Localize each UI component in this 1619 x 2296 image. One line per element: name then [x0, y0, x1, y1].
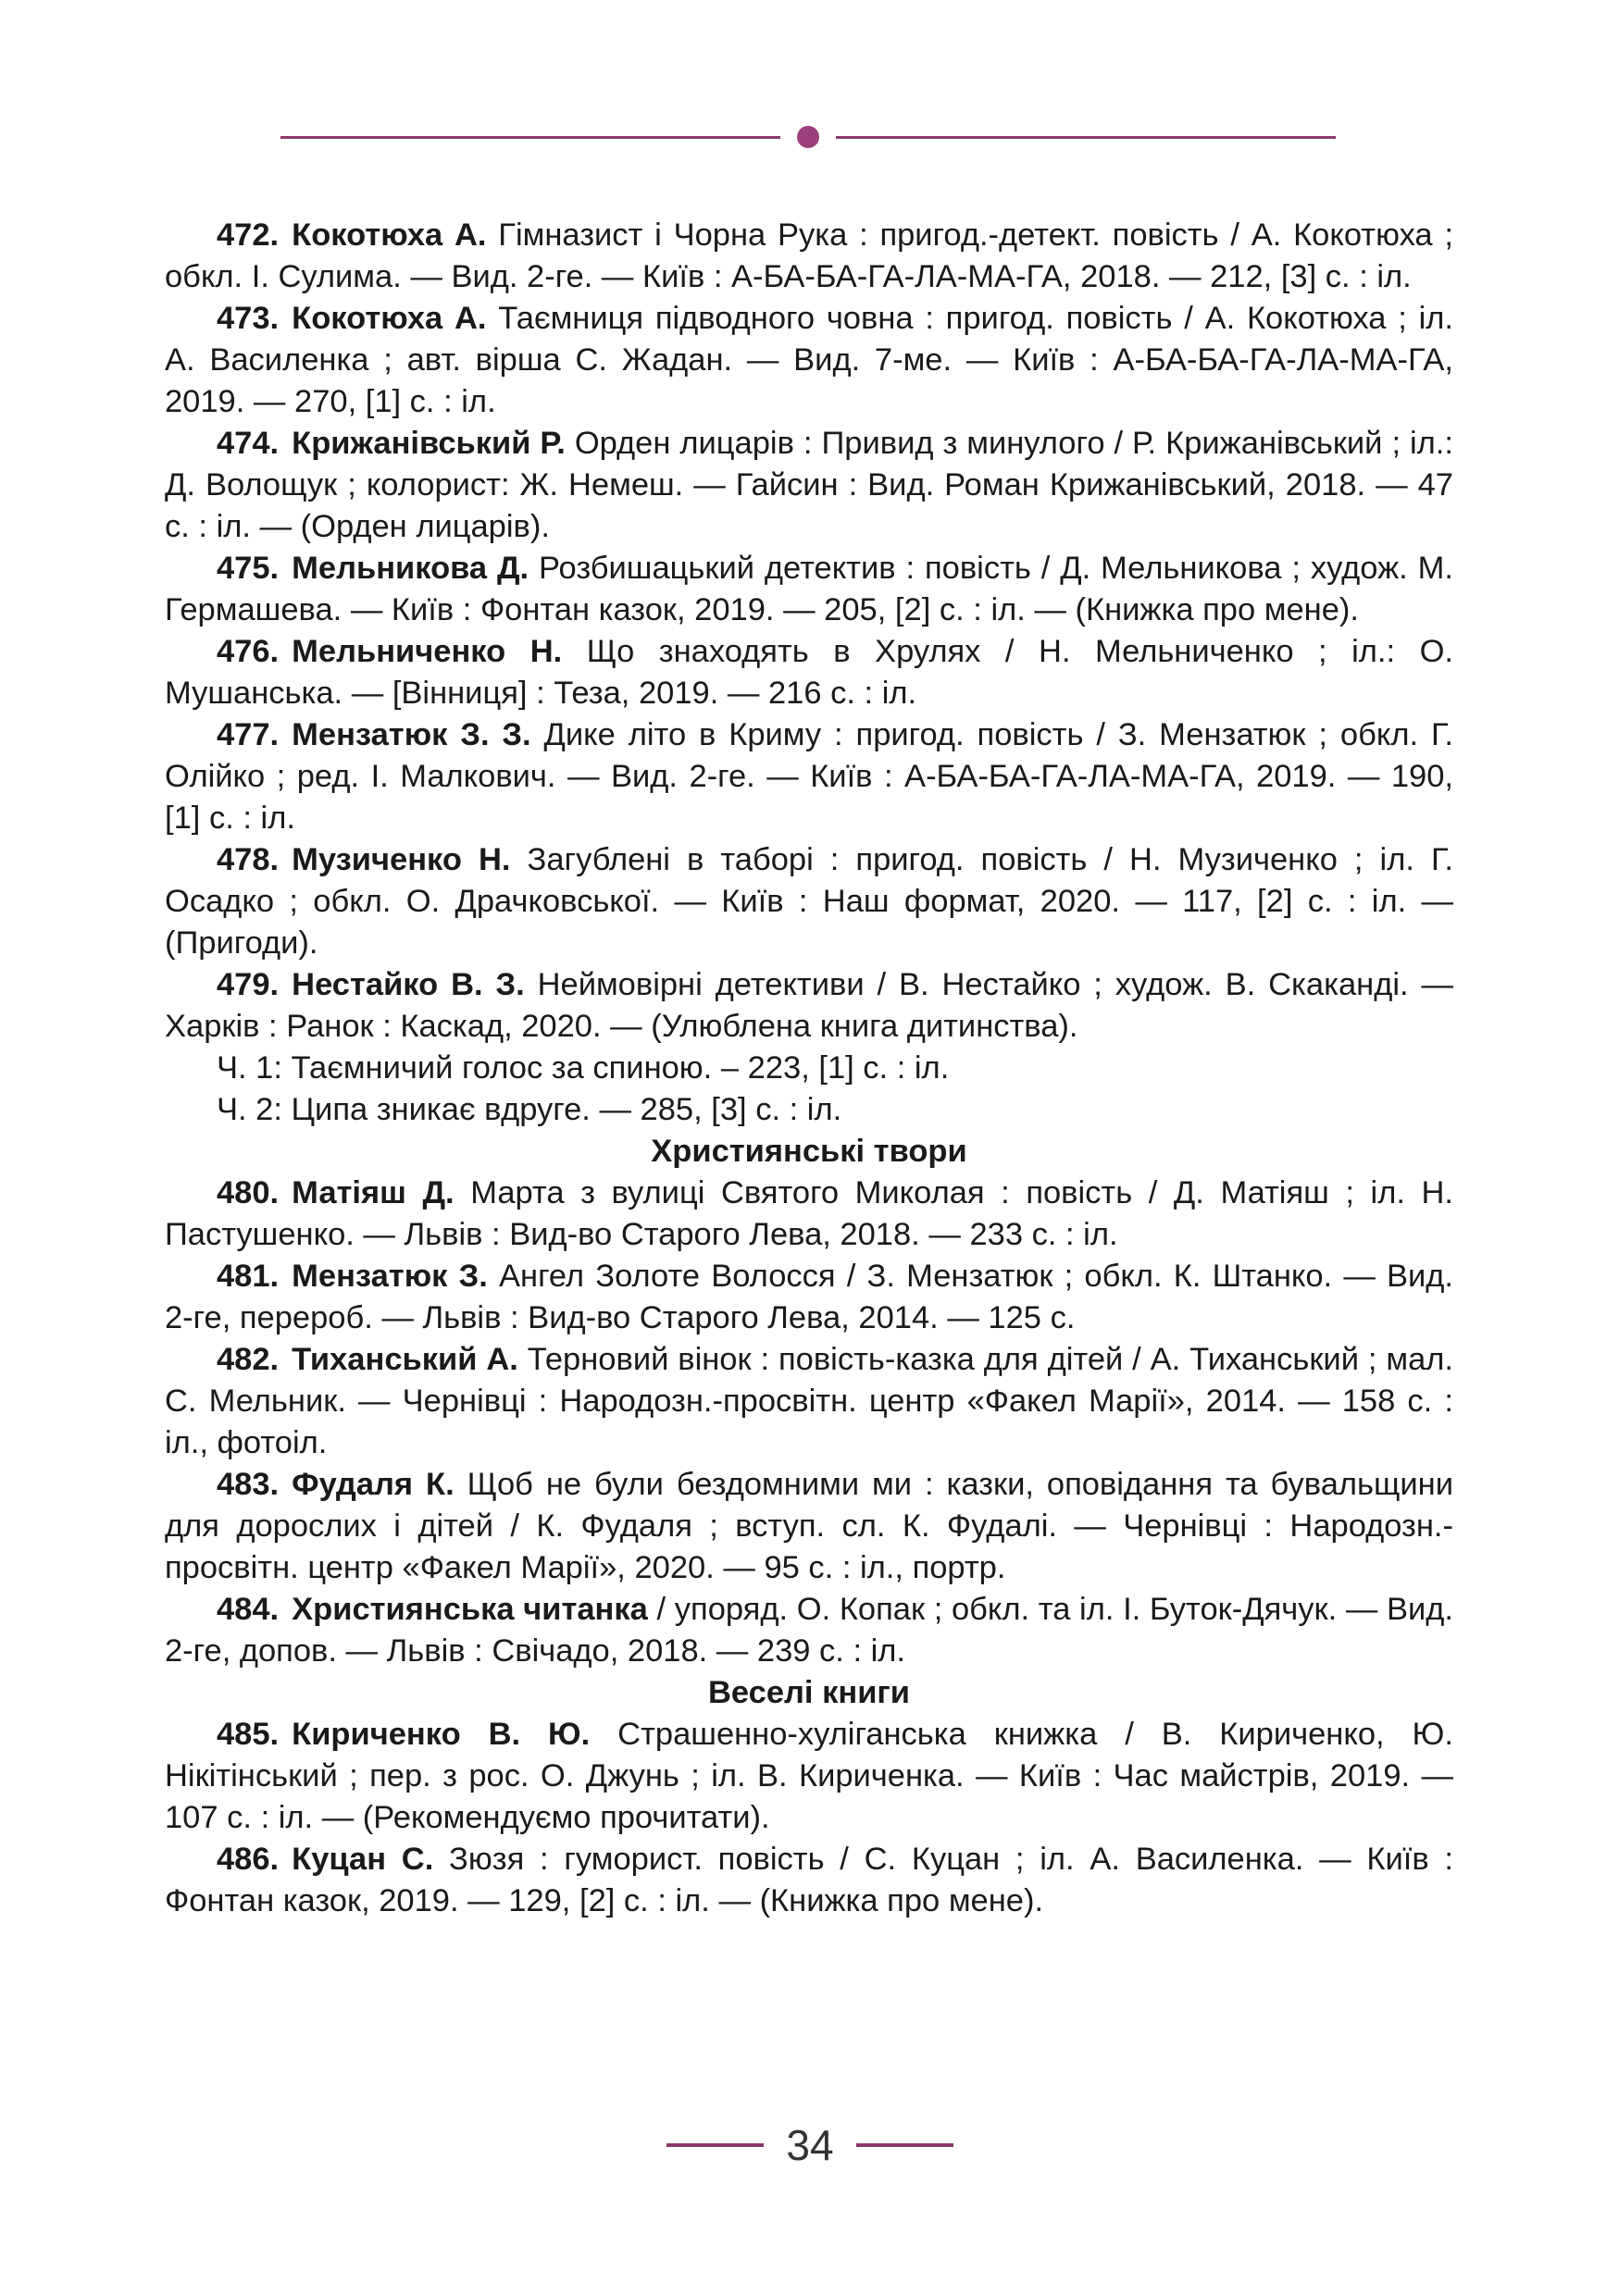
bibliography-entry	[165, 1339, 1453, 1464]
entry-description: Що знаходять в Хрулях / Н. Мельниченко ; іл.: О. Мушанська. — [Вінниця] : Теза, 2019. — 216 с. : іл.	[165, 634, 1454, 711]
footer-line-left	[666, 2143, 764, 2147]
entry-author: Матіяш Д.	[292, 1175, 455, 1210]
entries-group-adventure	[165, 215, 1453, 1048]
entry-description: Дике літо в Криму : пригод. повість / З. Мензатюк ; обкл. Г. Олійко ; ред. І. Малкович. — Вид. 2-ге. — Київ : А-БА-БА-ГА-ЛА-МА-ГА, 2019. — 190, [1] с. : іл.	[165, 717, 1453, 836]
entry-author: Крижанівський Р.	[292, 426, 566, 461]
entry-number: 481.	[217, 1259, 280, 1294]
entry-author: Куцан С.	[292, 1842, 434, 1877]
entry-description: Марта з вулиці Святого Миколая : повість / Д. Матіяш ; іл. Н. Пастушенко. — Львів : Вид-во Старого Лева, 2018. — 233 с. : іл.	[165, 1175, 1453, 1252]
section-title-christian: Християнські твори	[651, 1134, 967, 1169]
entry-author: Нестайко В. З.	[292, 967, 525, 1002]
entry-description: Страшенно-хуліганська книжка / В. Кириченко, Ю. Нікітінський ; пер. з рос. О. Джунь ; іл. В. Кириченка. — Київ : Час майстрів, 2019. — 107 с. : іл. — (Рекомендуємо прочитати).	[165, 1717, 1453, 1835]
ornament-dot	[797, 126, 819, 148]
entry-author: Тиханський А.	[292, 1342, 518, 1377]
entry-description: Гімназист і Чорна Рука : пригод.-детект. повість / А. Кокотюха ; обкл. І. Сулима. — Вид. 2-ге. — Київ : А-БА-БА-ГА-ЛА-МА-ГА, 2018. — 212, [3] с. : іл.	[165, 217, 1453, 294]
bibliography-list	[165, 215, 1453, 1922]
bibliography-entry	[165, 298, 1453, 423]
entry-number: 484.	[217, 1592, 280, 1627]
entries-group-christian	[165, 1173, 1453, 1672]
entry-number: 478.	[217, 842, 280, 877]
bibliography-entry	[165, 964, 1453, 1048]
ornament-line-left	[280, 136, 780, 139]
entry-part: Ч. 2: Ципа зникає вдруге. — 285, [3] с. : іл.	[217, 1092, 842, 1127]
entry-author: Кокотюха А.	[292, 217, 487, 253]
entry-description: Неймовірні детективи / В. Нестайко ; худож. В. Скаканді. — Харків : Ранок : Каскад, 2020. — (Улюблена книга дитинства).	[165, 967, 1453, 1044]
entry-number: 480.	[217, 1175, 280, 1210]
bibliography-entry	[165, 1589, 1453, 1672]
bibliography-entry	[165, 714, 1453, 839]
entry-number: 483.	[217, 1467, 280, 1502]
entry-number: 472.	[217, 217, 280, 253]
bibliography-entry	[165, 215, 1453, 298]
entry-description: Щоб не були бездомними ми : казки, оповідання та бувальщини для дорослих і дітей / К. Фудаля ; вступ. сл. К. Фудалі. — Чернівці : Народозн.-просвітн. центр «Факел Марії», 2020. — 95 с. : іл., портр.	[165, 1467, 1453, 1585]
page-footer	[666, 2117, 953, 2173]
entries-group-funny	[165, 1714, 1453, 1922]
entry-number: 474.	[217, 426, 280, 461]
bibliography-entry	[165, 1839, 1453, 1922]
entry-number: 486.	[217, 1842, 280, 1877]
bibliography-entry	[165, 631, 1453, 714]
entry-author: Мензатюк З. З.	[292, 717, 531, 752]
entry-description: Таємниця підводного човна : пригод. повість / А. Кокотюха ; іл. А. Василенка ; авт. вірша С. Жадан. — Вид. 7-ме. — Київ : А-БА-БА-ГА-ЛА-МА-ГА, 2019. — 270, [1] с. : іл.	[165, 301, 1453, 419]
entry-number: 475.	[217, 551, 280, 586]
bibliography-entry	[165, 1464, 1453, 1589]
entry-description: / упоряд. О. Копак ; обкл. та іл. І. Буток-Дячук. — Вид. 2-ге, допов. — Львів : Свічадо, 2018. — 239 с. : іл.	[165, 1592, 1454, 1669]
entry-description: Розбишацький детектив : повість / Д. Мельникова ; худож. М. Гермашева. — Київ : Фонтан казок, 2019. — 205, [2] с. : іл. — (Книжка про мене).	[165, 551, 1453, 627]
footer-line-right	[856, 2143, 953, 2147]
entry-author: Християнська читанка	[292, 1592, 648, 1627]
entry-number: 477.	[217, 717, 280, 752]
bibliography-entry	[165, 1173, 1453, 1256]
entry-part: Ч. 1: Таємничий голос за спиною. – 223, [1] с. : іл.	[217, 1050, 950, 1086]
entry-author: Кокотюха А.	[292, 301, 487, 336]
entry-description: Загублені в таборі : пригод. повість / Н. Музиченко ; іл. Г. Осадко ; обкл. О. Драчковської. — Київ : Наш формат, 2020. — 117, [2] с. : іл. — (Пригоди).	[165, 842, 1453, 961]
bibliography-entry	[165, 548, 1453, 631]
page-number: 34	[786, 2121, 834, 2169]
ornament-line-right	[836, 136, 1336, 139]
entry-author: Музиченко Н.	[292, 842, 511, 877]
entry-parts	[165, 1048, 1453, 1131]
entry-author: Мензатюк З.	[292, 1259, 488, 1294]
bibliography-entry	[165, 423, 1453, 548]
top-ornament	[280, 120, 1336, 154]
entry-author: Мельникова Д.	[292, 551, 529, 586]
bibliography-entry	[165, 839, 1453, 964]
entry-description: Ангел Золоте Волосся / З. Мензатюк ; обкл. К. Штанко. — Вид. 2-ге, перероб. — Львів : Вид-во Старого Лева, 2014. — 125 с.	[165, 1259, 1453, 1335]
entry-number: 479.	[217, 967, 280, 1002]
bibliography-entry	[165, 1714, 1453, 1839]
entry-description: Терновий вінок : повість-казка для дітей / А. Тиханський ; мал. С. Мельник. — Чернівці : Народозн.-просвітн. центр «Факел Марії», 2014. — 158 с. : іл., фотоіл.	[165, 1342, 1453, 1460]
entry-number: 482.	[217, 1342, 280, 1377]
entry-description: Зюзя : гуморист. повість / С. Куцан ; іл. А. Василенка. — Київ : Фонтан казок, 2019. — 129, [2] с. : іл. — (Книжка про мене).	[165, 1842, 1453, 1918]
entry-description: Орден лицарів : Привид з минулого / Р. Крижанівський ; іл.: Д. Волощук ; колорист: Ж. Немеш. — Гайсин : Вид. Роман Крижанівський, 2018. — 47 с. : іл. — (Орден лицарів).	[165, 426, 1453, 544]
entry-author: Фудаля К.	[292, 1467, 455, 1502]
entry-number: 476.	[217, 634, 280, 669]
bibliography-entry	[165, 1256, 1453, 1339]
entry-number: 473.	[217, 301, 280, 336]
entry-author: Мельниченко Н.	[292, 634, 563, 669]
section-title-funny: Веселі книги	[707, 1675, 910, 1710]
entry-author: Кириченко В. Ю.	[292, 1717, 591, 1752]
entry-number: 485.	[217, 1717, 280, 1752]
